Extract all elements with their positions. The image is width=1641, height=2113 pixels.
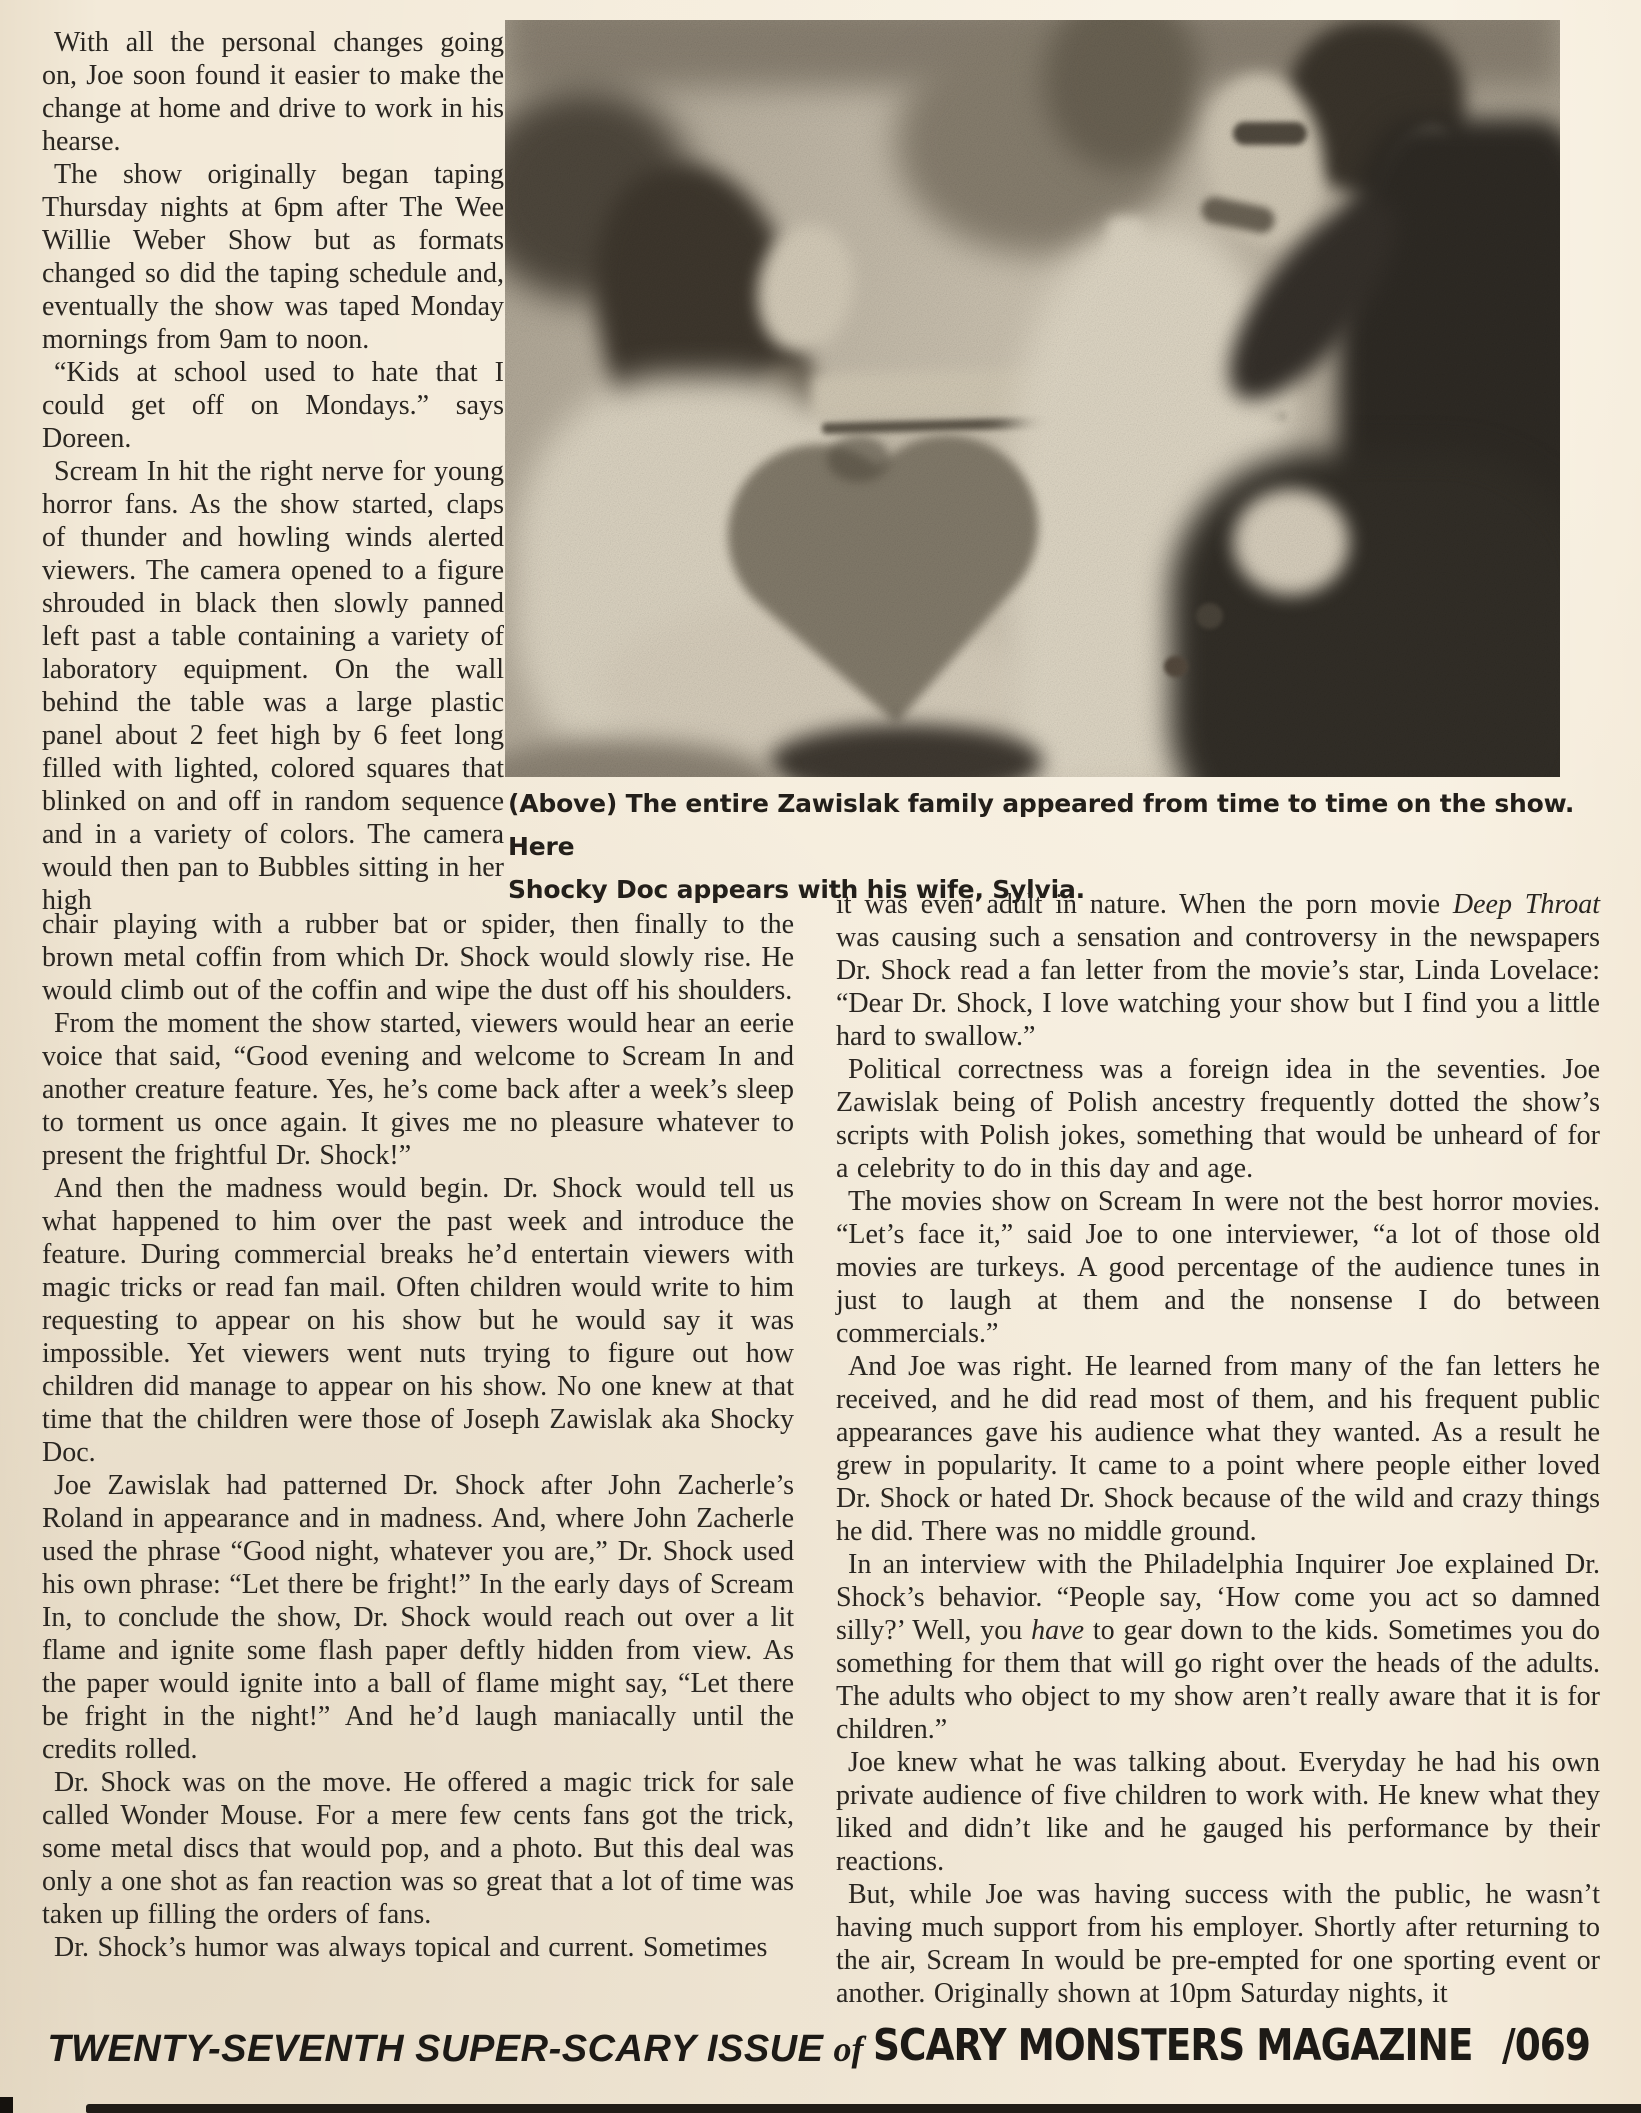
footer-issue-title: TWENTY-SEVENTH SUPER-SCARY ISSUE: [47, 2028, 824, 2070]
paragraph: (Above) The entire Zawislak family appeared from time to time on the show. Here: [508, 789, 1575, 861]
paragraph: With all the personal changes going on, Joe soon found it easier to make the change at home and drive to work in his hearse.: [42, 27, 504, 157]
paragraph: Dr. Shock was on the move. He offered a magic trick for sale called Wonder Mouse. For a mere few cents fans got the trick, some metal discs that would pop, and a photo. But this deal was only a one shot as fan reaction was so great that a lot of time was taken up filling the orders of fans.: [42, 1767, 794, 1930]
article-column-left-wide: [42, 908, 794, 1964]
footer-magazine-title: SCARY MONSTERS MAGAZINE: [873, 2020, 1474, 2071]
paragraph: The movies show on Scream In were not the best horror movies. “Let’s face it,” said Joe to one interviewer, “a lot of those old movies are turkeys. A good percentage of the audience tunes in just to laugh at them and the nonsense I do between commercials.”: [836, 1186, 1600, 1349]
article-column-narrow: [42, 26, 504, 917]
paragraph: Shocky Doc appears with his wife, Sylvia.: [508, 875, 1085, 904]
page-footer: [0, 2020, 1641, 2071]
paragraph: Scream In hit the right nerve for young horror fans. As the show started, claps of thunder and howling winds alerted viewers. The camera opened to a figure shrouded in black then slowly panned left past a table containing a variety of laboratory equipment. On the wall behind the table was a large plastic panel about 2 feet high by 6 feet long filled with lighted, colored squares that blinked on and off in random sequence and in a variety of colors. The camera would then pan to Bubbles sitting in her high: [42, 456, 504, 916]
paragraph: In an interview with the Philadelphia Inquirer Joe explained Dr. Shock’s behavior. “People say, ‘How come you act so damned silly?’ Well, you have to gear down to the kids. Sometimes you do something for them that will go right over the heads of the adults. The adults who object to my show aren’t really aware that it is for children.”: [836, 1549, 1600, 1745]
paragraph: “Kids at school used to hate that I could get off on Mondays.” says Doreen.: [42, 357, 504, 454]
paragraph: From the moment the show started, viewers would hear an eerie voice that said, “Good evening and welcome to Scream In and another creature feature. Yes, he’s come back after a week’s sleep to torment us once again. It gives me no pleasure whatever to present the frightful Dr. Shock!”: [42, 1008, 794, 1171]
article-column-right: [836, 888, 1600, 2010]
paragraph: The show originally began taping Thursday nights at 6pm after The Wee Willie Weber Show but as formats changed so did the taping schedule and, eventually the show was taped Monday mornings from 9am to noon.: [42, 159, 504, 355]
paragraph: And Joe was right. He learned from many of the fan letters he received, and he did read most of them, and his frequent public appearances gave his audience what they wanted. As a result he grew in popularity. It came to a point where people either loved Dr. Shock or hated Dr. Shock because of the wild and crazy things he did. There was no middle ground.: [836, 1351, 1600, 1547]
paragraph: And then the madness would begin. Dr. Shock would tell us what happened to him over the past week and introduce the feature. During commercial breaks he’d entertain viewers with magic tricks or read fan mail. Often children would write to him requesting to appear on his show but he would say it was impossible. Yet viewers went nuts trying to figure out how children did manage to appear on his show. No one knew at that time that the children were those of Joseph Zawislak aka Shocky Doc.: [42, 1173, 794, 1468]
paragraph: it was even adult in nature. When the porn movie Deep Throat was causing such a sensation and controversy in the newspapers Dr. Shock read a fan letter from the movie’s star, Linda Lovelace: “Dear Dr. Shock, I love watching your show but I find you a little hard to swallow.”: [836, 889, 1600, 1052]
scan-corner-artifact: [0, 2097, 13, 2113]
paragraph: But, while Joe was having success with the public, he wasn’t having much support from his employer. Shortly after returning to the air, Scream In would be pre-empted for one sporting event or another. Originally shown at 10pm Saturday nights, it: [836, 1879, 1600, 2009]
footer-of-word: of: [833, 2029, 864, 2069]
paragraph: Dr. Shock’s humor was always topical and current. Sometimes: [54, 1932, 768, 1963]
paragraph: Joe Zawislak had patterned Dr. Shock after John Zacherle’s Roland in appearance and in madness. And, where John Zacherle used the phrase “Good night, whatever you are,” Dr. Shock used his own phrase: “Let there be fright!” In the early days of Scream In, to conclude the show, Dr. Shock would reach out over a lit flame and ignite some flash paper deftly hidden from view. As the paper would ignite into a ball of flame might say, “Let there be fright in the night!” And he’d laugh maniacally until the credits rolled.: [42, 1470, 794, 1765]
photo-grain-texture: [505, 20, 1560, 777]
footer-page-number: /069: [1501, 2020, 1590, 2071]
scan-bottom-edge-artifact: [86, 2104, 1641, 2113]
paragraph: chair playing with a rubber bat or spider, then finally to the brown metal coffin from which Dr. Shock would slowly rise. He would climb out of the coffin and wipe the dust off his shoulders.: [42, 909, 794, 1006]
paragraph: Political correctness was a foreign idea in the seventies. Joe Zawislak being of Polish ancestry frequently dotted the show’s scripts with Polish jokes, something that would be unheard of for a celebrity to do in this day and age.: [836, 1054, 1600, 1184]
paragraph: Joe knew what he was talking about. Everyday he had his own private audience of five children to work with. He knew what they liked and didn’t like and he gauged his performance by their reactions.: [836, 1747, 1600, 1877]
photo-shocky-doc-and-sylvia: [505, 20, 1560, 777]
